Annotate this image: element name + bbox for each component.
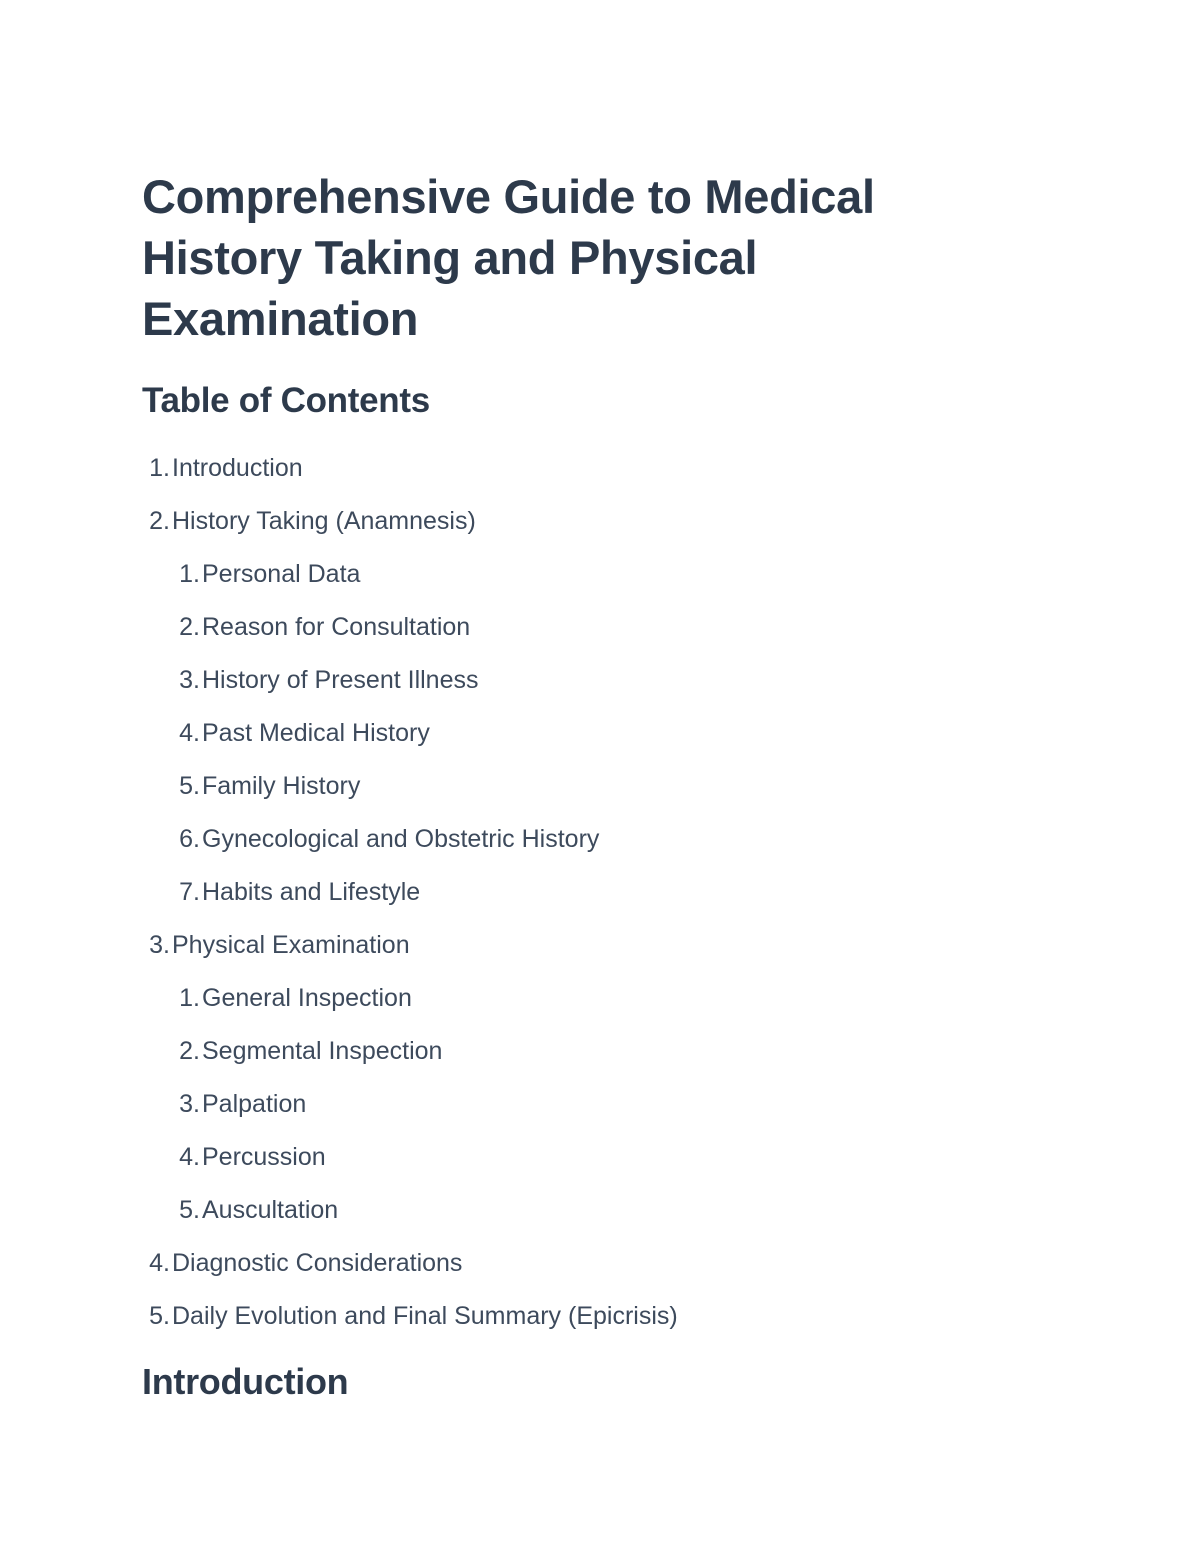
toc-item-label: General Inspection [202,984,412,1012]
toc-subitem[interactable] [142,552,678,605]
toc-item[interactable] [142,446,678,499]
toc-item-number: 5. [149,1302,170,1330]
toc-subitem[interactable] [142,605,678,658]
toc-item-label: Family History [202,772,361,800]
toc-item-number: 5. [179,772,200,800]
toc-item-label: Percussion [202,1143,326,1171]
toc-item-label: Past Medical History [202,719,430,747]
toc-item[interactable] [142,499,678,552]
toc-item-label: Introduction [172,454,303,482]
toc-item-number: 3. [149,931,170,959]
toc-item-label: Habits and Lifestyle [202,878,421,906]
toc-item-label: Personal Data [202,560,361,588]
toc-subitem[interactable] [142,1029,678,1082]
toc-item-number: 3. [179,666,200,694]
toc-subitem[interactable] [142,764,678,817]
section-heading-introduction: Introduction [142,1361,349,1402]
toc-item-number: 7. [179,878,200,906]
toc-subitem[interactable] [142,976,678,1029]
toc-item-number: 2. [179,1037,200,1065]
toc-item-number: 6. [179,825,200,853]
toc-item-label: Segmental Inspection [202,1037,443,1065]
toc-heading: Table of Contents [142,381,430,420]
toc-item-label: Palpation [202,1090,307,1118]
toc-subitem[interactable] [142,870,678,923]
toc-item[interactable] [142,923,678,976]
toc-item-number: 1. [179,984,200,1012]
toc-item-label: Auscultation [202,1196,339,1224]
table-of-contents [142,446,678,1347]
toc-item-number: 3. [179,1090,200,1118]
toc-subitem[interactable] [142,658,678,711]
document-title: Comprehensive Guide to Medical History Taking and Physical Examination [142,170,875,345]
toc-subitem[interactable] [142,1082,678,1135]
toc-item-number: 2. [179,613,200,641]
toc-subitem[interactable] [142,817,678,870]
toc-item-number: 1. [179,560,200,588]
toc-item-number: 4. [179,1143,200,1171]
toc-subitem[interactable] [142,1135,678,1188]
toc-item-number: 2. [149,507,170,535]
toc-item-number: 1. [149,454,170,482]
toc-item-label: Diagnostic Considerations [172,1249,463,1277]
toc-item-label: Daily Evolution and Final Summary (Epicrisis) [172,1302,678,1330]
toc-item-label: Physical Examination [172,931,410,959]
toc-item[interactable] [142,1294,678,1347]
toc-item-label: Reason for Consultation [202,613,471,641]
toc-item-number: 4. [149,1249,170,1277]
toc-item-number: 4. [179,719,200,747]
toc-subitem[interactable] [142,711,678,764]
toc-item-label: History of Present Illness [202,666,479,694]
toc-item-label: History Taking (Anamnesis) [172,507,476,535]
toc-item-label: Gynecological and Obstetric History [202,825,600,853]
toc-subitem[interactable] [142,1188,678,1241]
toc-item-number: 5. [179,1196,200,1224]
toc-item[interactable] [142,1241,678,1294]
